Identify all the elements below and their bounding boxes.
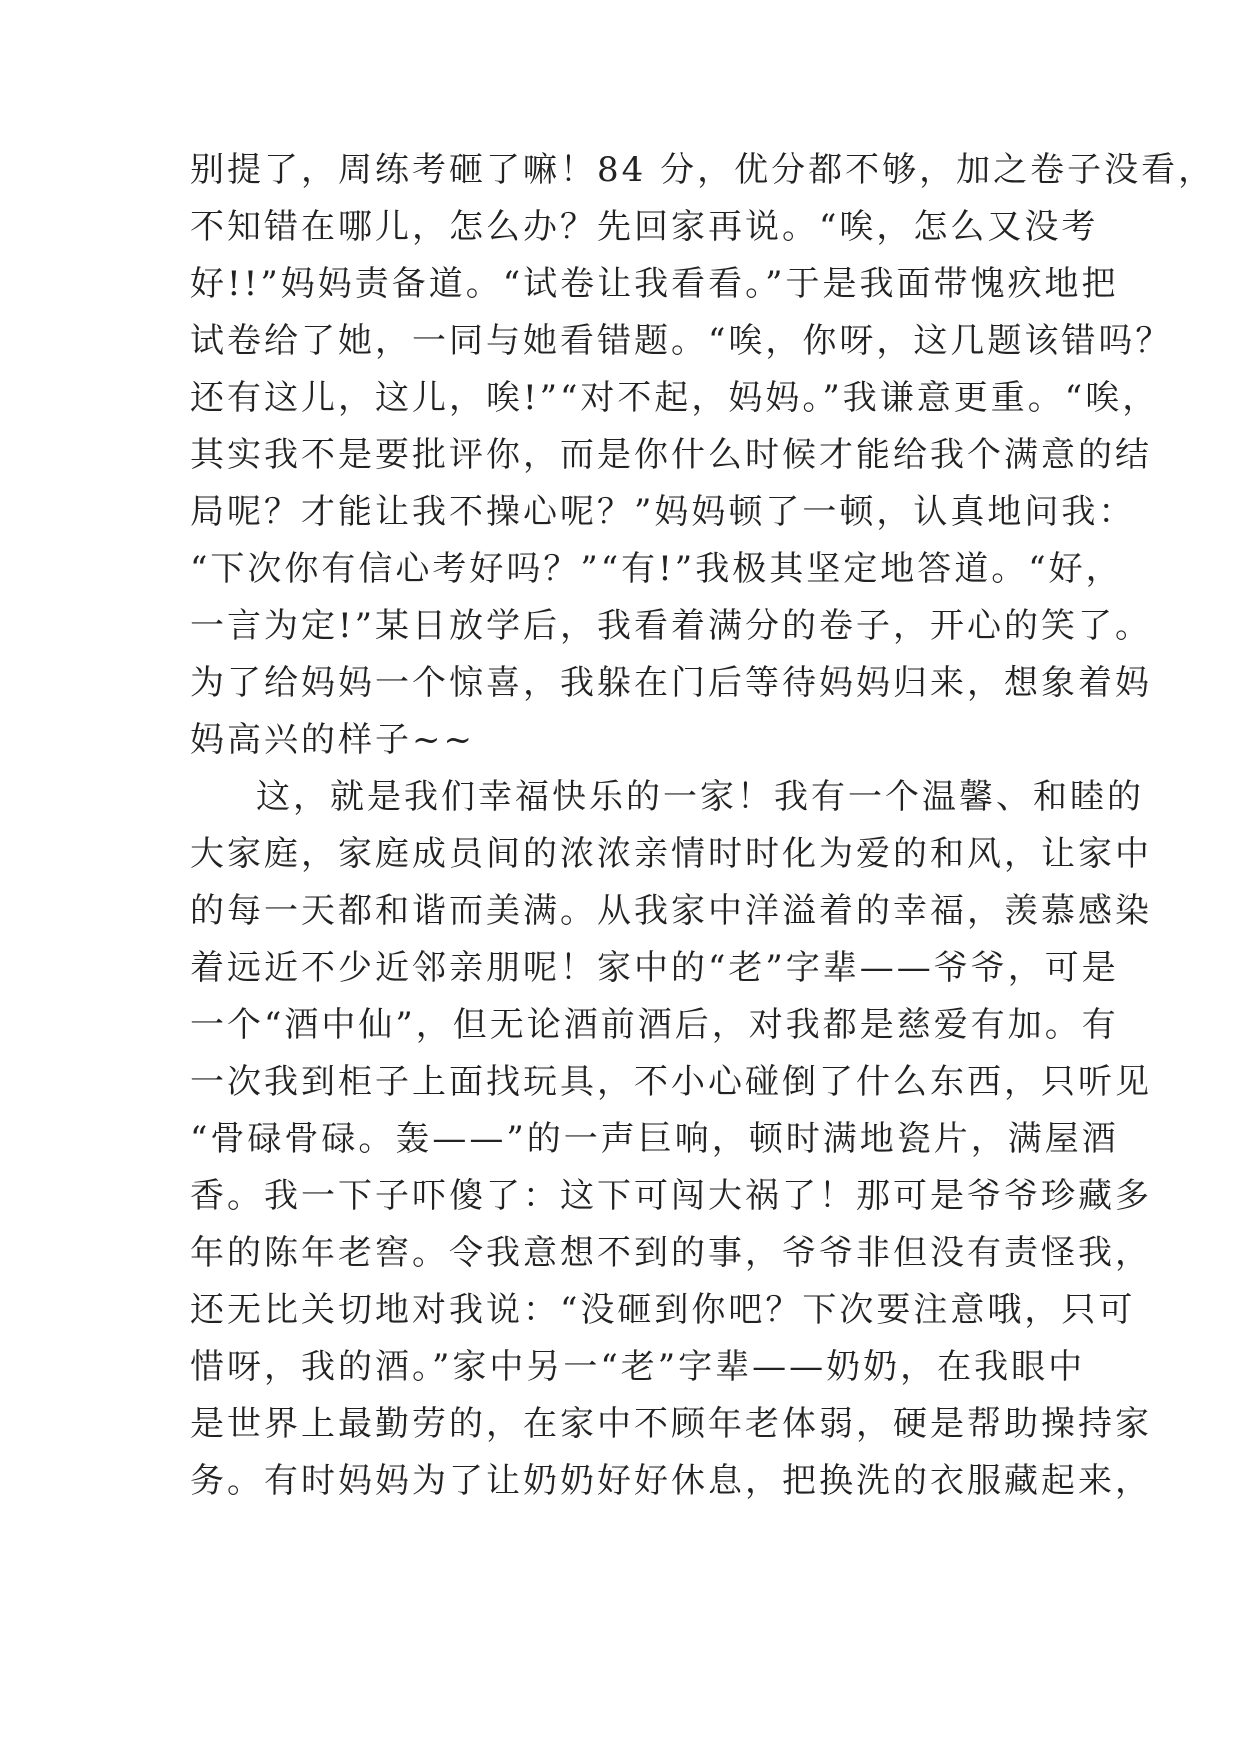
- text-line: “骨碌骨碌。轰——”的一声巨响，顿时满地瓷片，满屋酒: [190, 1119, 1119, 1159]
- text-line: 试卷给了她，一同与她看错题。“唉，你呀，这几题该错吗？: [190, 321, 1173, 361]
- text-line: 务。有时妈妈为了让奶奶好好休息，把换洗的衣服藏起来，: [190, 1461, 1152, 1501]
- text-line: 还有这儿，这儿，唉!”“对不起，妈妈。”我谦意更重。“唉，: [190, 378, 1160, 418]
- text-line: 一次我到柜子上面找玩具，不小心碰倒了什么东西，只听见: [190, 1062, 1152, 1102]
- text-line: 大家庭，家庭成员间的浓浓亲情时时化为爱的和风，让家中: [190, 834, 1152, 874]
- text-line: 年的陈年老窖。令我意想不到的事，爷爷非但没有责怪我，: [190, 1233, 1152, 1273]
- text-line: 是世界上最勤劳的，在家中不顾年老体弱，硬是帮助操持家: [190, 1404, 1152, 1444]
- text-line: 这，就是我们幸福快乐的一家！我有一个温馨、和睦的: [256, 777, 1144, 817]
- text-line: 不知错在哪儿，怎么办？先回家再说。“唉，怎么又没考: [190, 207, 1099, 247]
- text-line: 局呢？才能让我不操心呢？”妈妈顿了一顿，认真地问我：: [190, 492, 1136, 532]
- text-line: 一言为定!”某日放学后，我看着满分的卷子，开心的笑了。: [190, 606, 1153, 646]
- text-line: 着远近不少近邻亲朋呢！家中的“老”字辈——爷爷，可是: [190, 948, 1119, 988]
- text-line: 别提了，周练考砸了嘛！84 分，优分都不够，加之卷子没看，: [190, 150, 1216, 190]
- text-line: 香。我一下子吓傻了：这下可闯大祸了！那可是爷爷珍藏多: [190, 1176, 1152, 1216]
- text-line: 好!!”妈妈责备道。“试卷让我看看。”于是我面带愧疚地把: [190, 264, 1119, 304]
- text-line: 其实我不是要批评你，而是你什么时候才能给我个满意的结: [190, 435, 1152, 475]
- text-line: 一个“酒中仙”，但无论酒前酒后，对我都是慈爱有加。有: [190, 1005, 1119, 1045]
- text-line: 妈高兴的样子~~: [190, 720, 475, 760]
- text-line: 为了给妈妈一个惊喜，我躲在门后等待妈妈归来，想象着妈: [190, 663, 1152, 703]
- text-line: 还无比关切地对我说：“没砸到你吧？下次要注意哦，只可: [190, 1290, 1136, 1330]
- text-line: 的每一天都和谐而美满。从我家中洋溢着的幸福，羡慕感染: [190, 891, 1152, 931]
- text-line: “下次你有信心考好吗？”“有!”我极其坚定地答道。“好，: [190, 549, 1123, 589]
- text-line: 惜呀，我的酒。”家中另一“老”字辈——奶奶，在我眼中: [190, 1347, 1086, 1387]
